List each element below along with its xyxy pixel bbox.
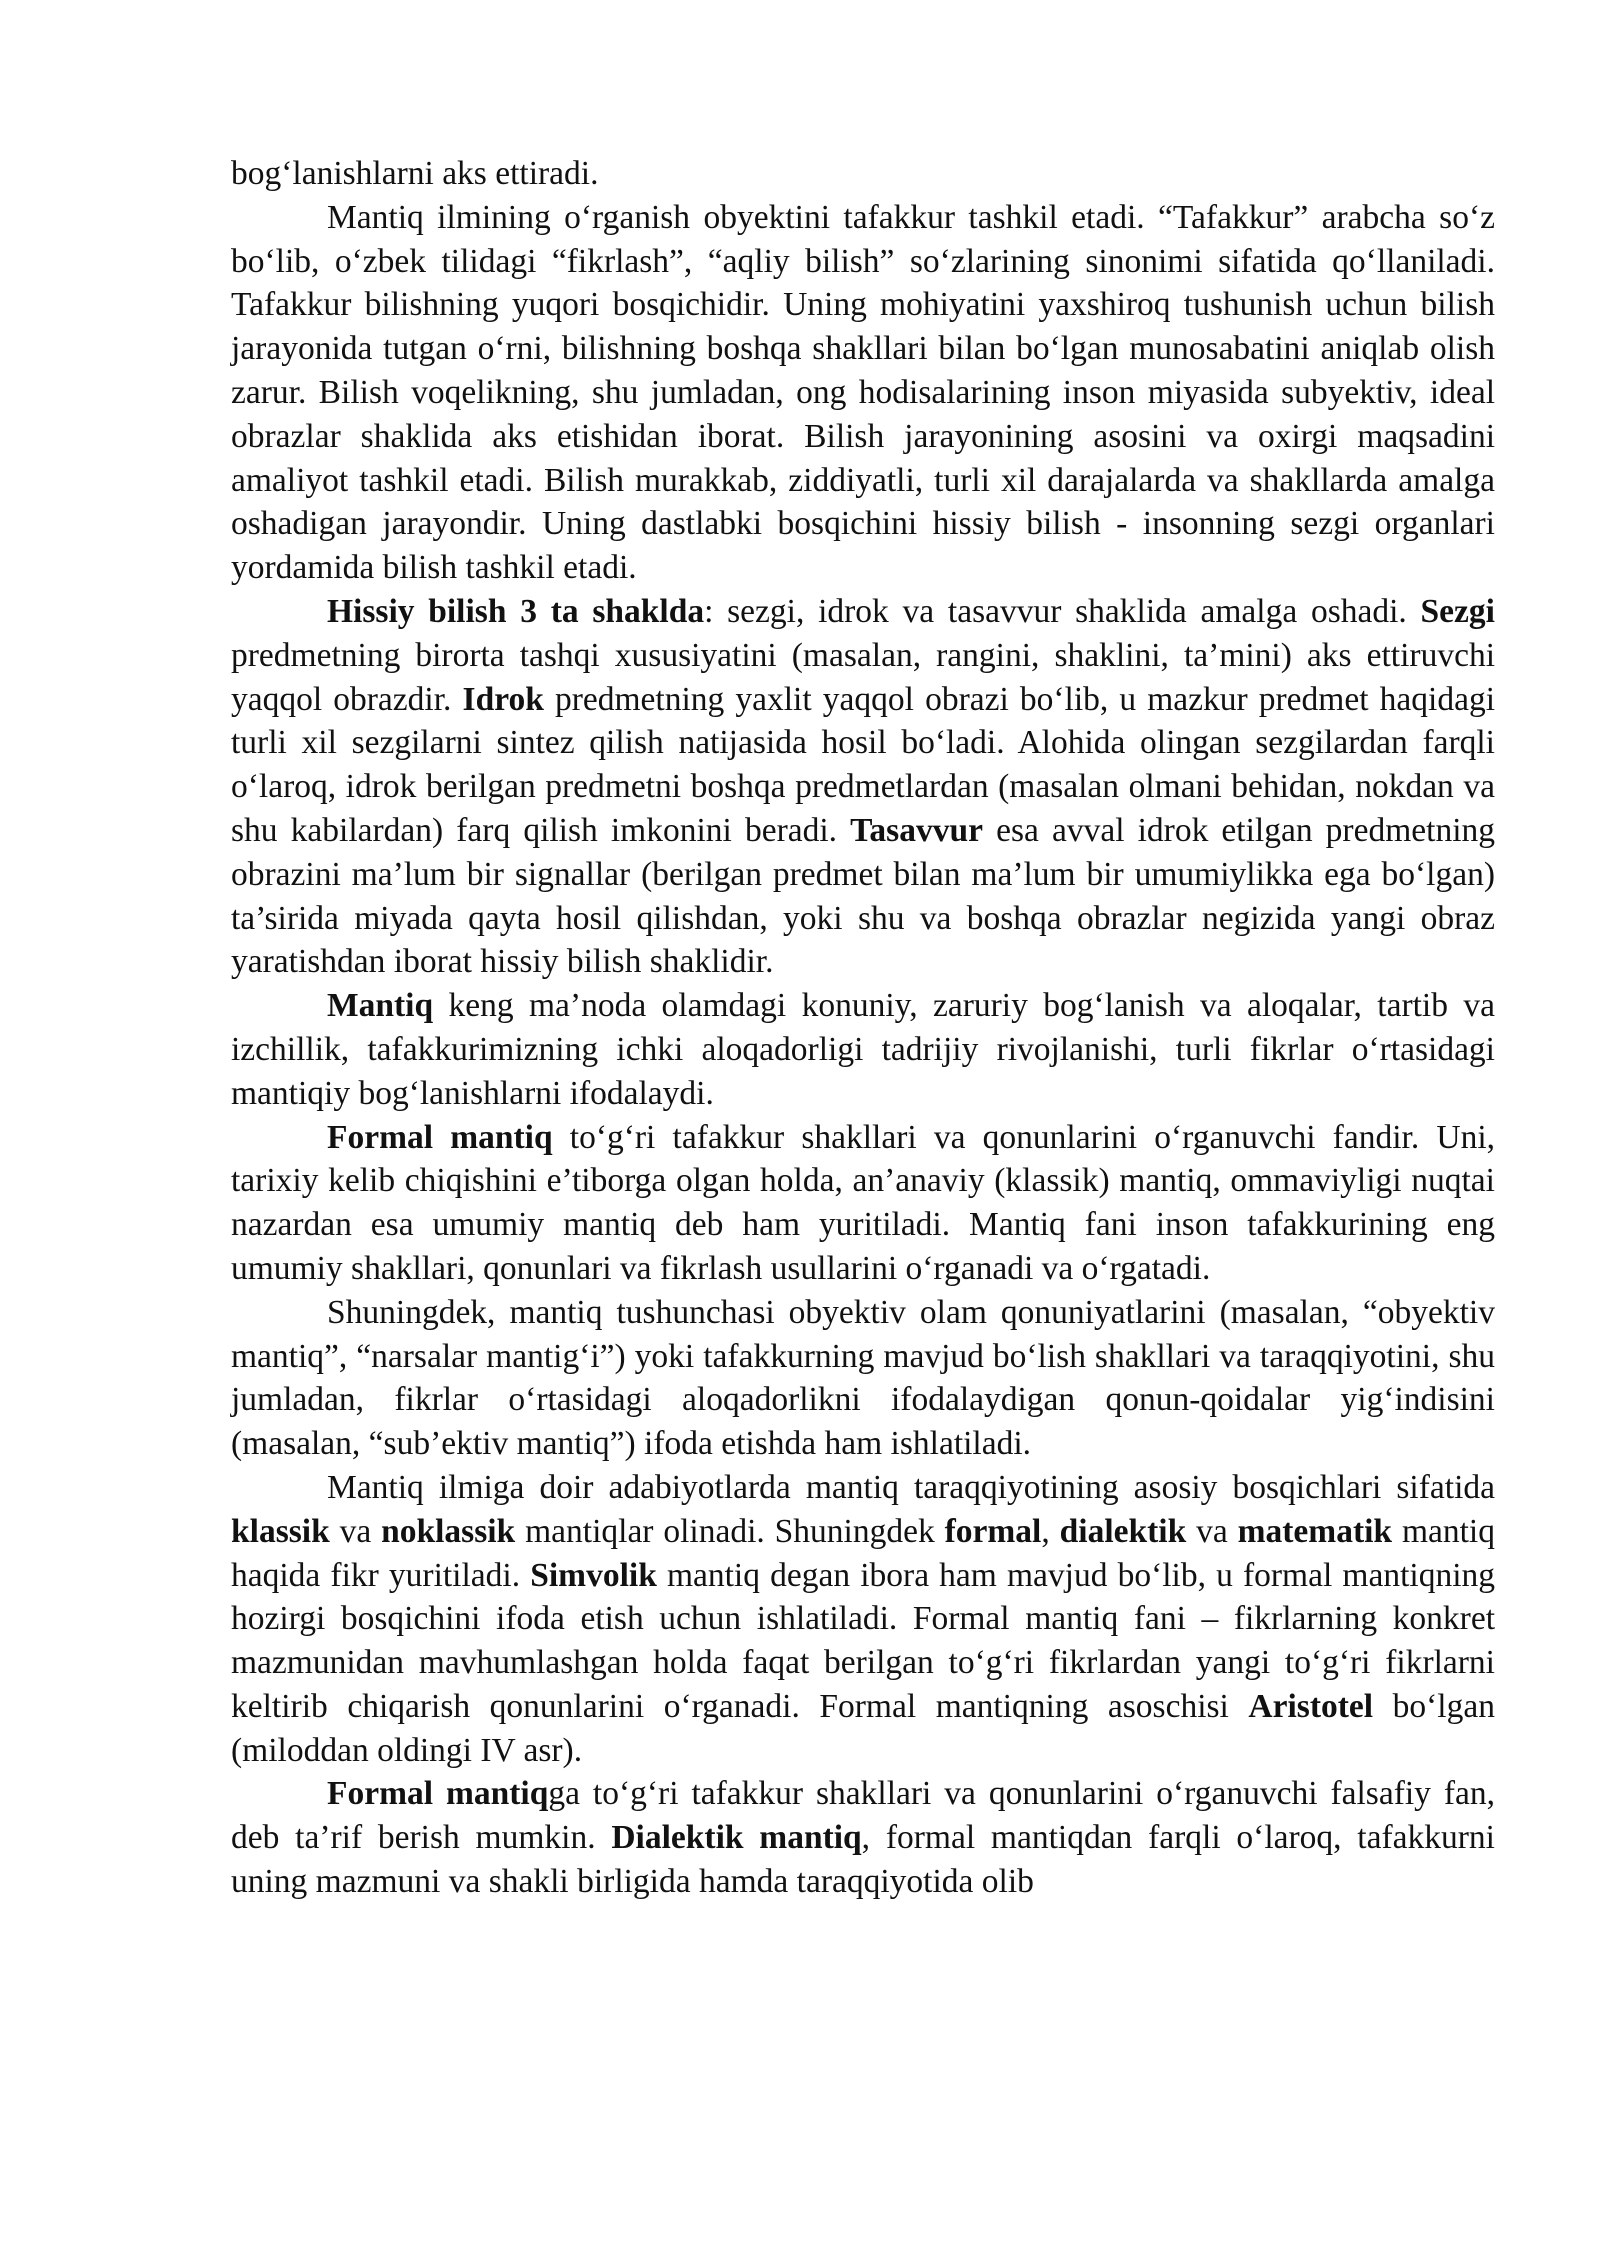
bold-term: noklassik <box>381 1512 516 1550</box>
body-text: mantiq degan ibora ham mavjud bo‘lib, u formal mantiqning hozirgi bosqichini ifoda etish uchun ishlatiladi. Formal mantiq fani – fikrlarning konkret mazmunidan mavhumlashgan holda faqat berilgan to‘g‘ri fikrlardan yangi to‘g‘ri fikrlarni keltirib chiqarish qonunlarini o‘rganadi. Formal mantiqning asoschisi <box>231 1556 1496 1725</box>
bold-term: Formal mantiq <box>327 1775 549 1813</box>
paragraph-4 <box>231 984 1495 1115</box>
bold-term: Idrok <box>462 680 544 718</box>
body-text: va <box>1186 1512 1238 1550</box>
bold-term: dialektik <box>1059 1512 1187 1550</box>
body-text: , formal mantiqdan farqli o‘laroq, tafakkurni uning mazmuni va shakli birligida hamda taraqqiyotida olib <box>231 1819 1495 1901</box>
paragraph-3 <box>231 590 1495 984</box>
body-text: predmetning yaxlit yaqqol obrazi bo‘lib, u mazkur predmet haqidagi turli xil sezgilarni sintez qilish natijasida hosil bo‘ladi. Alohida olingan sezgilardan farqli o‘laroq, idrok berilgan predmetni boshqa predmetlardan (masalan olmani behidan, nokdan va shu kabilardan) farq qilish imkonini beradi. <box>231 680 1495 849</box>
paragraph-1 <box>231 152 1495 196</box>
paragraph-6 <box>231 1291 1495 1466</box>
body-text: Shuningdek, mantiq tushunchasi obyektiv olam qonuniyatlarini (masalan, “obyektiv mantiq”, “narsalar mantig‘i”) yoki tafakkurning mavjud bo‘lish shakllari va taraqqiyotini, shu jumladan, fikrlar o‘rtasidagi aloqadorlikni ifodalaydigan qonun-qoidalar yig‘indisini (masalan, “sub’ektiv mantiq”) ifoda etishda ham ishlatiladi. <box>231 1293 1495 1463</box>
body-text: keng ma’noda olamdagi konuniy, zaruriy bog‘lanish va aloqalar, tartib va izchillik, tafakkurimizning ichki aloqadorligi tadrijiy rivojlanishi, turli fikrlar o‘rtasidagi mantiqiy bog‘lanishlarni ifodalaydi. <box>231 987 1495 1112</box>
body-text: bo‘lgan (miloddan oldingi IV asr). <box>231 1687 1495 1769</box>
bold-term: Simvolik <box>530 1556 657 1594</box>
body-text: : sezgi, idrok va tasavvur shaklida amalga oshadi. <box>704 592 1421 630</box>
bold-term: klassik <box>231 1512 330 1550</box>
body-text: Mantiq ilmining o‘rganish obyektini tafakkur tashkil etadi. “Tafakkur” arabcha so‘z bo‘lib, o‘zbek tilidagi “fikrlash”, “aqliy bilish” so‘zlarining sinonimi sifatida qo‘llaniladi. Tafakkur bilishning yuqori bosqichidir. Uning mohiyatini yaxshiroq tushunish uchun bilish jarayonida tutgan o‘rni, bilishning boshqa shakllari bilan bo‘lgan munosabatini aniqlab olish zarur. Bilish voqelikning, shu jumladan, ong hodisalarining inson miyasida subyektiv, ideal obrazlar shaklida aks etishidan iborat. Bilish jarayonining asosini va oxirgi maqsadini amaliyot tashkil etadi. Bilish murakkab, ziddiyatli, turli xil darajalarda va shakllarda amalga oshadigan jarayondir. Uning dastlabki bosqichini hissiy bilish - insonning sezgi organlari yordamida bilish tashkil etadi. <box>231 198 1495 587</box>
bold-term: Formal mantiq <box>327 1118 553 1156</box>
paragraph-8 <box>231 1772 1495 1903</box>
bold-term: Hissiy bilish 3 ta shaklda <box>327 592 705 630</box>
body-text: predmetning birorta tashqi xususiyatini (masalan, rangini, shaklini, ta’mini) aks ettiruvchi yaqqol obrazdir. <box>231 636 1495 718</box>
bold-term: Tasavvur <box>850 811 983 849</box>
bold-term: matematik <box>1237 1512 1393 1550</box>
paragraph-5 <box>231 1116 1495 1291</box>
body-text: bog‘lanishlarni aks ettiradi. <box>231 155 599 192</box>
body-text: ga to‘g‘ri tafakkur shakllari va qonunlarini o‘rganuvchi falsafiy fan, deb ta’rif berish mumkin. <box>231 1775 1495 1857</box>
bold-term: Mantiq <box>327 987 434 1025</box>
body-text: va <box>329 1512 382 1550</box>
paragraph-7 <box>231 1466 1495 1773</box>
bold-term: Sezgi <box>1420 592 1495 630</box>
document-page <box>231 152 1495 1904</box>
paragraph-2 <box>231 196 1495 590</box>
body-text: to‘g‘ri tafakkur shakllari va qonunlarini o‘rganuvchi fandir. Uni, tarixiy kelib chiqishini e’tiborga olgan holda, an’anaviy (klassik) mantiq, ommaviyligi nuqtai nazardan esa umumiy mantiq deb ham yuritiladi. Mantiq fani inson tafakkurining eng umumiy shakllari, qonunlari va fikrlash usullarini o‘rganadi va o‘rgatadi. <box>231 1118 1495 1287</box>
body-text: Mantiq ilmiga doir adabiyotlarda mantiq taraqqiyotining asosiy bosqichlari sifatida <box>327 1468 1495 1506</box>
bold-term: Aristotel <box>1248 1687 1374 1725</box>
body-text: mantiq haqida fikr yuritiladi. <box>231 1512 1495 1594</box>
body-text: mantiqlar olinadi. Shuningdek <box>515 1512 945 1550</box>
body-text: esa avval idrok etilgan predmetning obrazini ma’lum bir signallar (berilgan predmet bilan ma’lum bir umumiylikka ega bo‘lgan) ta’sirida miyada qayta hosil qilishdan, yoki shu va boshqa obrazlar negizida yangi obraz yaratishdan iborat hissiy bilish shaklidir. <box>231 811 1496 981</box>
bold-term: Dialektik mantiq <box>611 1819 862 1857</box>
body-text: , <box>1041 1512 1060 1550</box>
bold-term: formal <box>944 1512 1042 1550</box>
